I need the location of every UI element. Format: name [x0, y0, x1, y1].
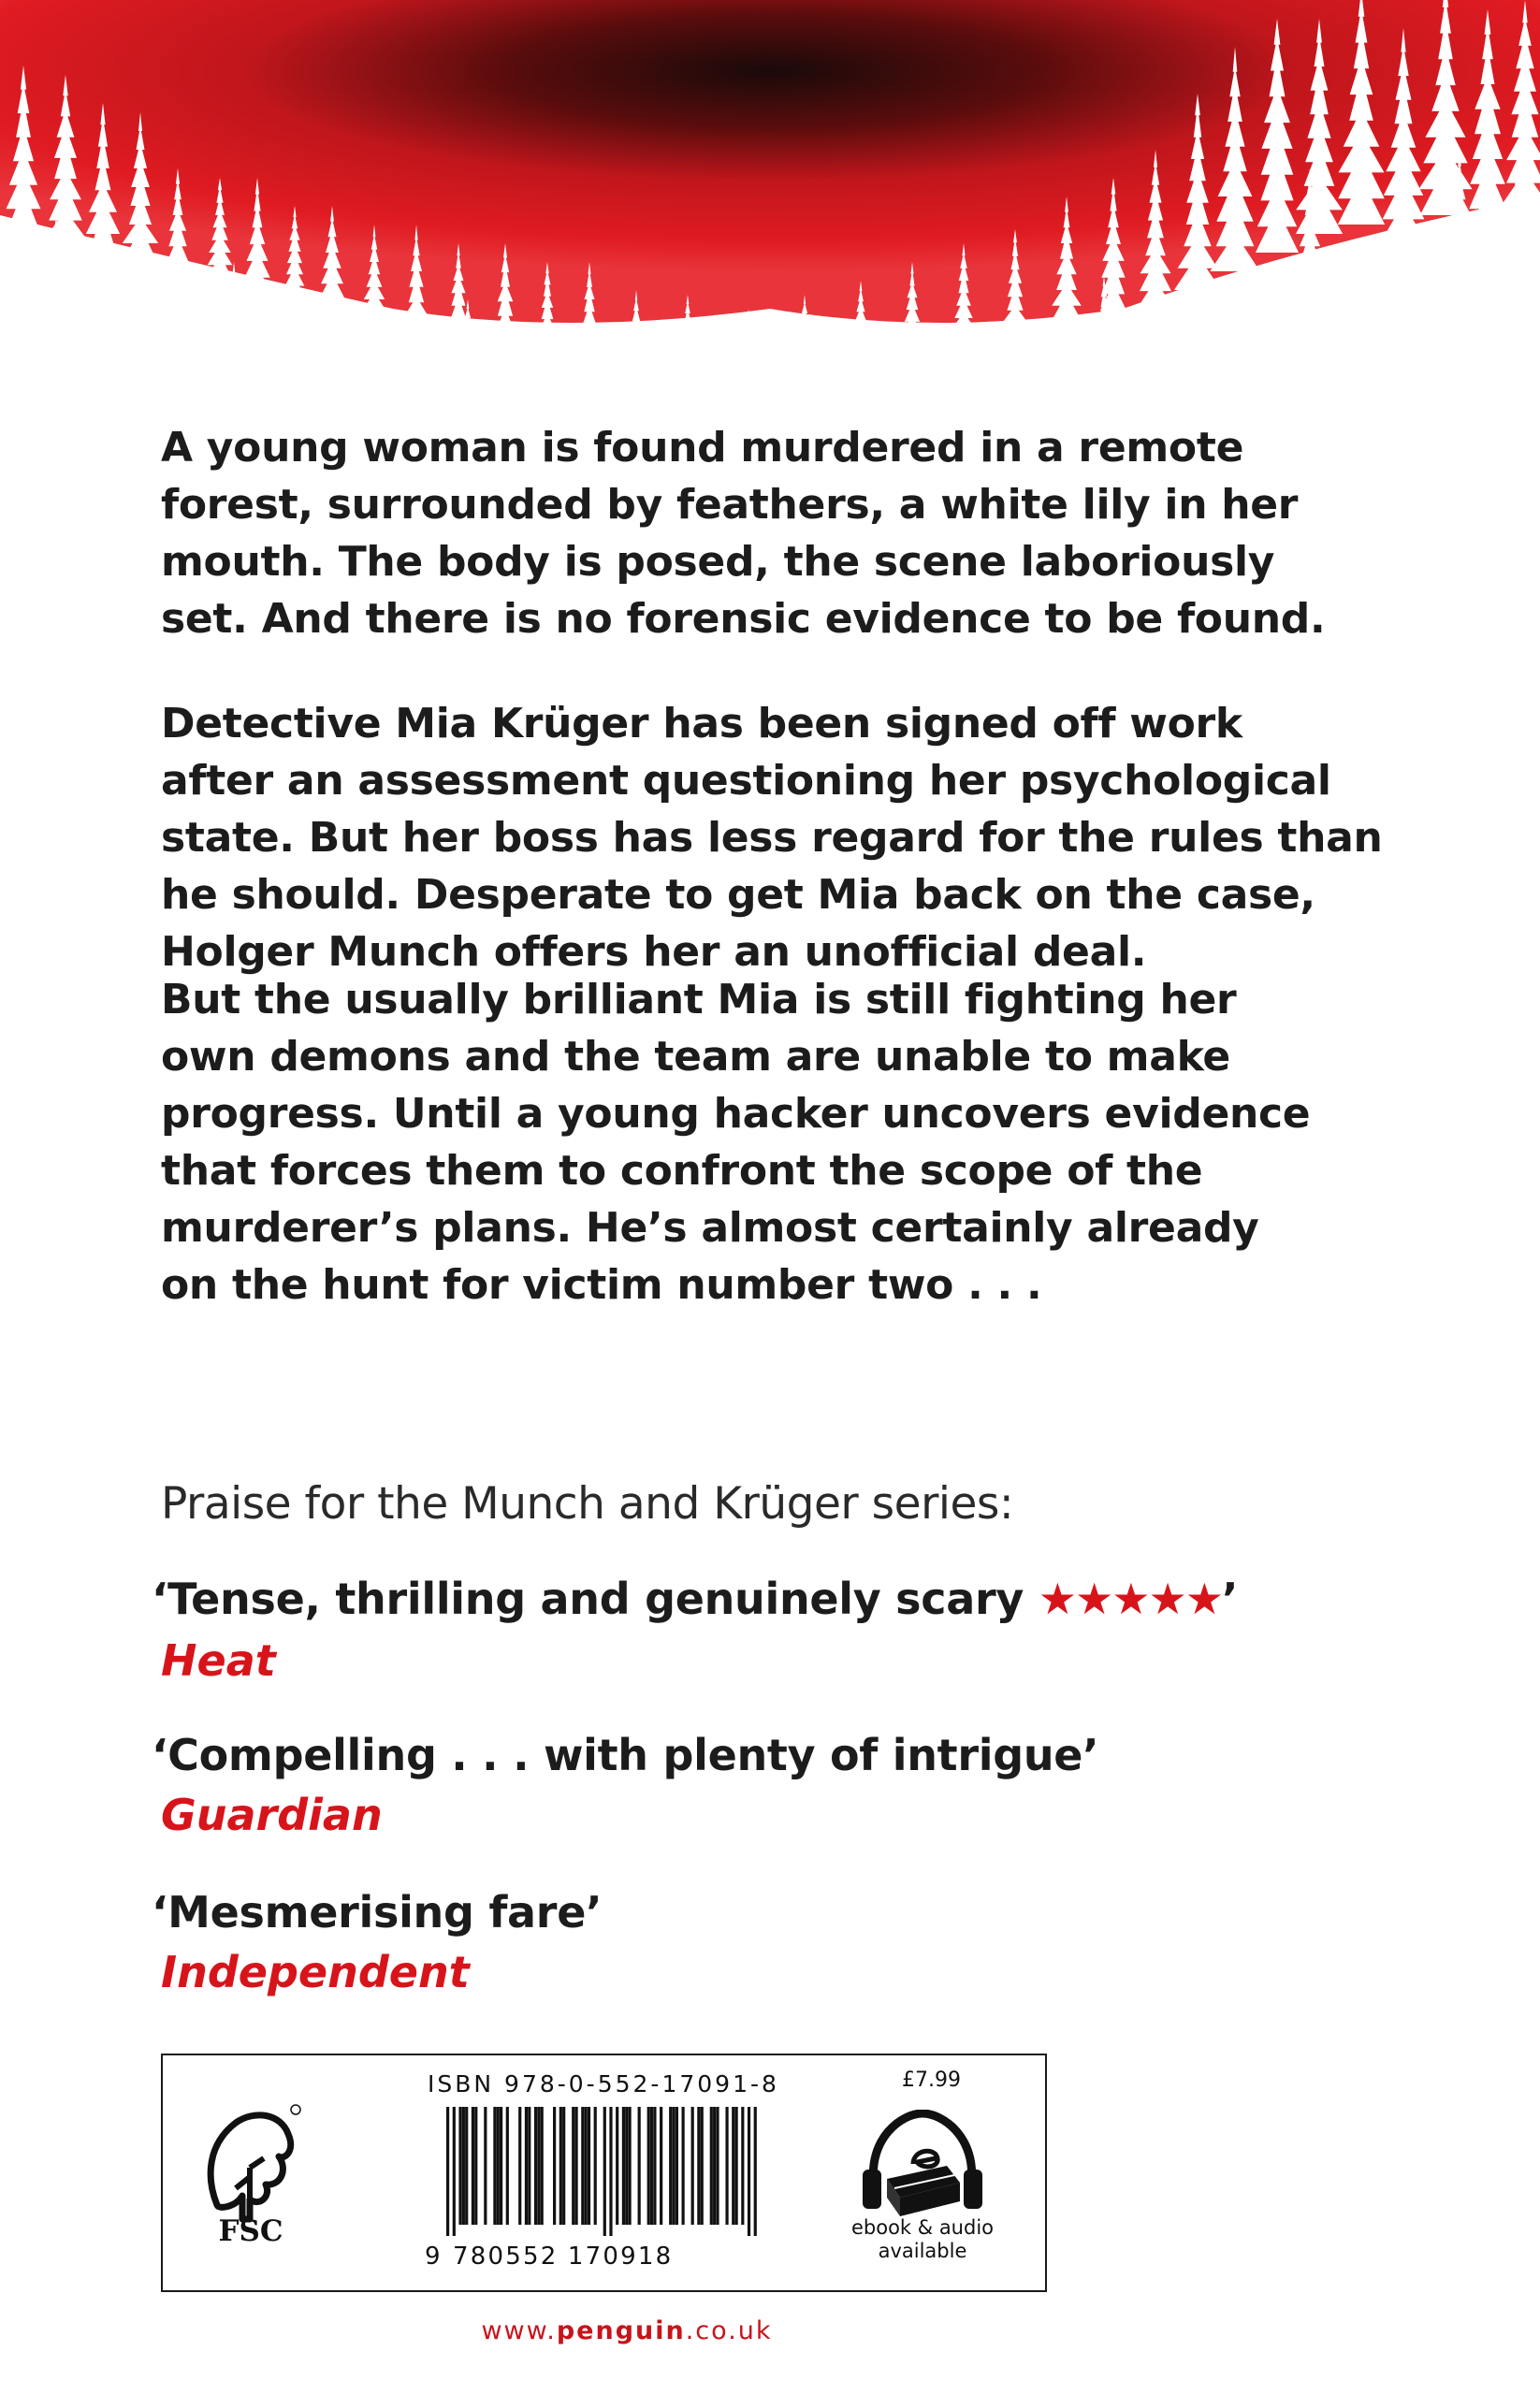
barcode-bar — [572, 2107, 574, 2225]
barcode-bar — [609, 2107, 612, 2236]
barcode-bar — [676, 2107, 678, 2225]
barcode-bar — [574, 2107, 577, 2225]
barcode-bar — [506, 2107, 509, 2225]
barcode-bar — [754, 2107, 757, 2236]
barcode-lead-digit: 9 — [425, 2243, 441, 2271]
barcode-bar — [453, 2107, 456, 2236]
barcode-bar — [669, 2107, 672, 2225]
fsc-label: FSC — [218, 2214, 283, 2248]
barcode-bar — [446, 2107, 449, 2236]
blurb-paragraph-1 — [161, 419, 1405, 647]
ebook-audio-headphones-icon — [857, 2110, 988, 2220]
quote-text: ‘Tense, thrilling and genuinely scary — [152, 1574, 1039, 1624]
blurb-line: set. And there is no forensic evidence to be found. — [161, 595, 1326, 643]
blurb-line: own demons and the team are unable to make — [161, 1033, 1230, 1081]
barcode-bar — [603, 2107, 606, 2236]
barcode-bar — [710, 2107, 713, 2225]
blurb-line: he should. Desperate to get Mia back on the case, — [161, 871, 1315, 919]
barcode-bar — [691, 2107, 694, 2225]
barcode-bar — [616, 2107, 618, 2225]
barcode-bar — [647, 2107, 650, 2225]
barcode-icon — [446, 2107, 757, 2236]
barcode-bar — [594, 2107, 597, 2225]
barcode-bar — [735, 2107, 738, 2225]
review-quote: ‘Mesmerising fare’ — [152, 1887, 603, 1938]
barcode-bar — [518, 2107, 521, 2225]
quote-close-mark: ’ — [1221, 1574, 1239, 1624]
ebook-audio-label — [838, 2216, 1007, 2263]
barcode-bar — [465, 2107, 468, 2225]
blurb-line: murderer’s plans. He’s almost certainly already — [161, 1204, 1259, 1252]
barcode-bar — [585, 2107, 588, 2225]
barcode-panel — [161, 2054, 1047, 2292]
barcode-bar — [629, 2107, 632, 2225]
review-source: Independent — [161, 1947, 470, 1997]
barcode-bar — [725, 2107, 728, 2225]
barcode-bar — [625, 2107, 628, 2225]
barcode-bar — [650, 2107, 653, 2225]
ebook-label-line: ebook & audio — [850, 2216, 995, 2239]
ebook-label-line: available — [878, 2240, 967, 2262]
praise-heading: Praise for the Munch and Krüger series: — [161, 1478, 1014, 1530]
price-label: £7.99 — [902, 2068, 961, 2092]
barcode-bar — [622, 2107, 625, 2225]
barcode-bar — [541, 2107, 544, 2225]
barcode-bar — [701, 2107, 704, 2225]
blurb-line: forest, surrounded by feathers, a white lily in her — [161, 481, 1299, 529]
blurb-line: But the usually brilliant Mia is still fighting her — [161, 976, 1237, 1023]
barcode-bar — [534, 2107, 537, 2225]
barcode-bar — [559, 2107, 562, 2225]
blurb-paragraph-2 — [161, 695, 1405, 980]
barcode-bar — [716, 2107, 719, 2225]
barcode-bar — [697, 2107, 700, 2225]
barcode-bar — [638, 2107, 641, 2225]
barcode-bar — [462, 2107, 465, 2225]
barcode-bar — [525, 2107, 528, 2225]
review-source: Heat — [161, 1635, 276, 1686]
review-quote — [152, 1574, 1238, 1624]
barcode-bar — [553, 2107, 556, 2225]
barcode-bar — [562, 2107, 565, 2225]
website-brand: penguin — [556, 2316, 686, 2345]
blurb-line: mouth. The body is posed, the scene laboriously — [161, 538, 1275, 586]
barcode-bar — [493, 2107, 496, 2225]
blurb-line: Detective Mia Krüger has been signed off work — [161, 700, 1242, 748]
review-quote: ‘Compelling . . . with plenty of intrigue’ — [152, 1730, 1099, 1780]
barcode-bar — [484, 2107, 487, 2225]
blurb-line: Holger Munch offers her an unofficial deal. — [161, 928, 1147, 976]
blurb-line: after an assessment questioning her psychological — [161, 757, 1331, 805]
barcode-bar — [748, 2107, 750, 2236]
barcode-bar — [497, 2107, 500, 2225]
barcode-bar — [458, 2107, 461, 2225]
barcode-bar — [537, 2107, 540, 2225]
barcode-bar — [581, 2107, 584, 2225]
barcode-bar — [474, 2107, 477, 2225]
blurb-paragraph-3 — [161, 971, 1405, 1314]
blurb-line: A young woman is found murdered in a remote — [161, 424, 1244, 472]
barcode-bar — [528, 2107, 530, 2225]
website-prefix: www. — [481, 2316, 557, 2345]
barcode-bar — [588, 2107, 590, 2225]
barcode-bar — [741, 2107, 744, 2225]
blurb-line: that forces them to confront the scope of the — [161, 1147, 1203, 1195]
barcode-bar — [472, 2107, 474, 2225]
isbn-number: ISBN 978-0-552-17091-8 — [428, 2070, 779, 2097]
barcode-bar — [653, 2107, 656, 2225]
blurb-line: progress. Until a young hacker uncovers evidence — [161, 1090, 1311, 1138]
red-forest-header-image — [0, 0, 1540, 393]
blurb-line: on the hunt for victim number two . . . — [161, 1261, 1042, 1309]
barcode-bar — [660, 2107, 662, 2225]
five-star-rating-icon: ★★★★★ — [1038, 1574, 1222, 1624]
barcode-bar — [713, 2107, 716, 2225]
barcode-bar — [682, 2107, 685, 2225]
blurb-line: state. But her boss has less regard for the rules than — [161, 814, 1383, 862]
barcode-digits: 780552 170918 — [453, 2243, 674, 2271]
review-source: Guardian — [161, 1790, 383, 1840]
barcode-bar — [672, 2107, 675, 2225]
barcode-bar — [500, 2107, 502, 2225]
barcode-bar — [732, 2107, 734, 2225]
website-suffix: .co.uk — [685, 2316, 773, 2345]
publisher-website-link[interactable] — [440, 2316, 814, 2345]
